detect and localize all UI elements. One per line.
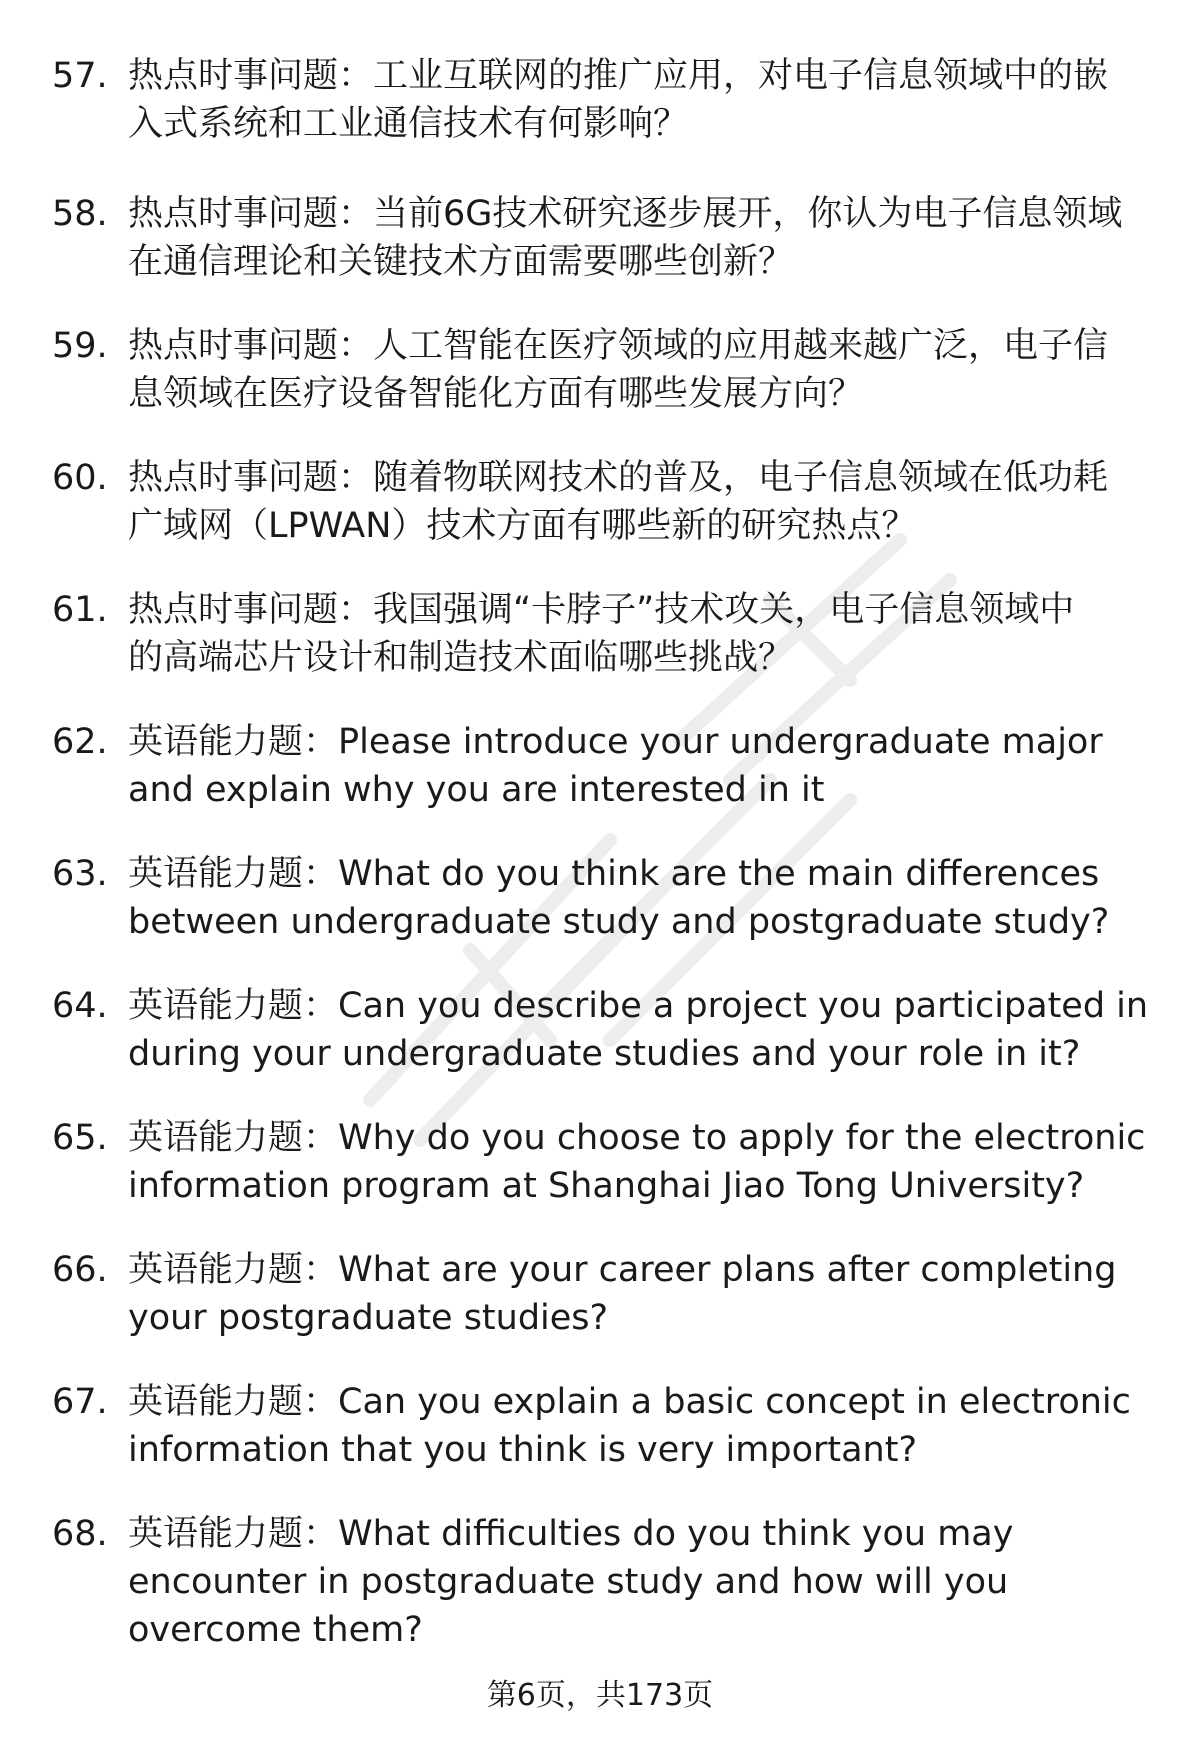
question-number: 57. xyxy=(52,56,108,96)
question-text-line: and explain why you are interested in it xyxy=(128,770,825,810)
question-text-line: 在通信理论和关键技术方面需要哪些创新？ xyxy=(128,242,794,282)
question-text-line: your postgraduate studies? xyxy=(128,1298,609,1338)
question-text-line: 入式系统和工业通信技术有何影响？ xyxy=(128,104,689,144)
question-text-line: 英语能力题：Why do you choose to apply for the electronic xyxy=(128,1118,1146,1158)
question-number: 66. xyxy=(52,1250,108,1290)
question-number: 61. xyxy=(52,590,108,630)
question-number: 67. xyxy=(52,1382,108,1422)
question-text-line: 英语能力题：Please introduce your undergraduate major xyxy=(128,722,1103,762)
question-text-line: 热点时事问题：我国强调“卡脖子”技术攻关，电子信息领域中 xyxy=(128,590,1075,630)
question-text-line: between undergraduate study and postgraduate study? xyxy=(128,902,1110,942)
question-text-line: 热点时事问题：人工智能在医疗领域的应用越来越广泛，电子信 xyxy=(128,326,1109,366)
question-text-line: 热点时事问题：工业互联网的推广应用，对电子信息领域中的嵌 xyxy=(128,56,1109,96)
question-text-line: 英语能力题：Can you describe a project you participated in xyxy=(128,986,1149,1026)
question-text-line: 热点时事问题：随着物联网技术的普及，电子信息领域在低功耗 xyxy=(128,458,1109,498)
question-number: 62. xyxy=(52,722,108,762)
question-text-line: overcome them? xyxy=(128,1610,423,1650)
question-text-line: 的高端芯片设计和制造技术面临哪些挑战？ xyxy=(128,638,794,678)
question-text-line: 英语能力题：What are your career plans after completing xyxy=(128,1250,1117,1290)
question-text-line: information that you think is very important? xyxy=(128,1430,918,1470)
question-text-line: 英语能力题：What do you think are the main differences xyxy=(128,854,1100,894)
question-number: 68. xyxy=(52,1514,108,1554)
question-text-line: 英语能力题：What difficulties do you think you may xyxy=(128,1514,1014,1554)
question-number: 58. xyxy=(52,194,108,234)
question-text-line: during your undergraduate studies and your role in it? xyxy=(128,1034,1081,1074)
question-text-line: 息领域在医疗设备智能化方面有哪些发展方向？ xyxy=(128,374,864,414)
question-text-line: 广域网（LPWAN）技术方面有哪些新的研究热点？ xyxy=(128,506,917,546)
page-number-footer: 第6页，共173页 xyxy=(486,1678,714,1713)
question-text-line: encounter in postgraduate study and how will you xyxy=(128,1562,1009,1602)
question-number: 64. xyxy=(52,986,108,1026)
question-text-line: 热点时事问题：当前6G技术研究逐步展开，你认为电子信息领域 xyxy=(128,194,1123,234)
question-text-line: 英语能力题：Can you explain a basic concept in electronic xyxy=(128,1382,1131,1422)
question-number: 60. xyxy=(52,458,108,498)
question-text-line: information program at Shanghai Jiao Tong University? xyxy=(128,1166,1085,1206)
question-number: 63. xyxy=(52,854,108,894)
question-number: 59. xyxy=(52,326,108,366)
question-number: 65. xyxy=(52,1118,108,1158)
